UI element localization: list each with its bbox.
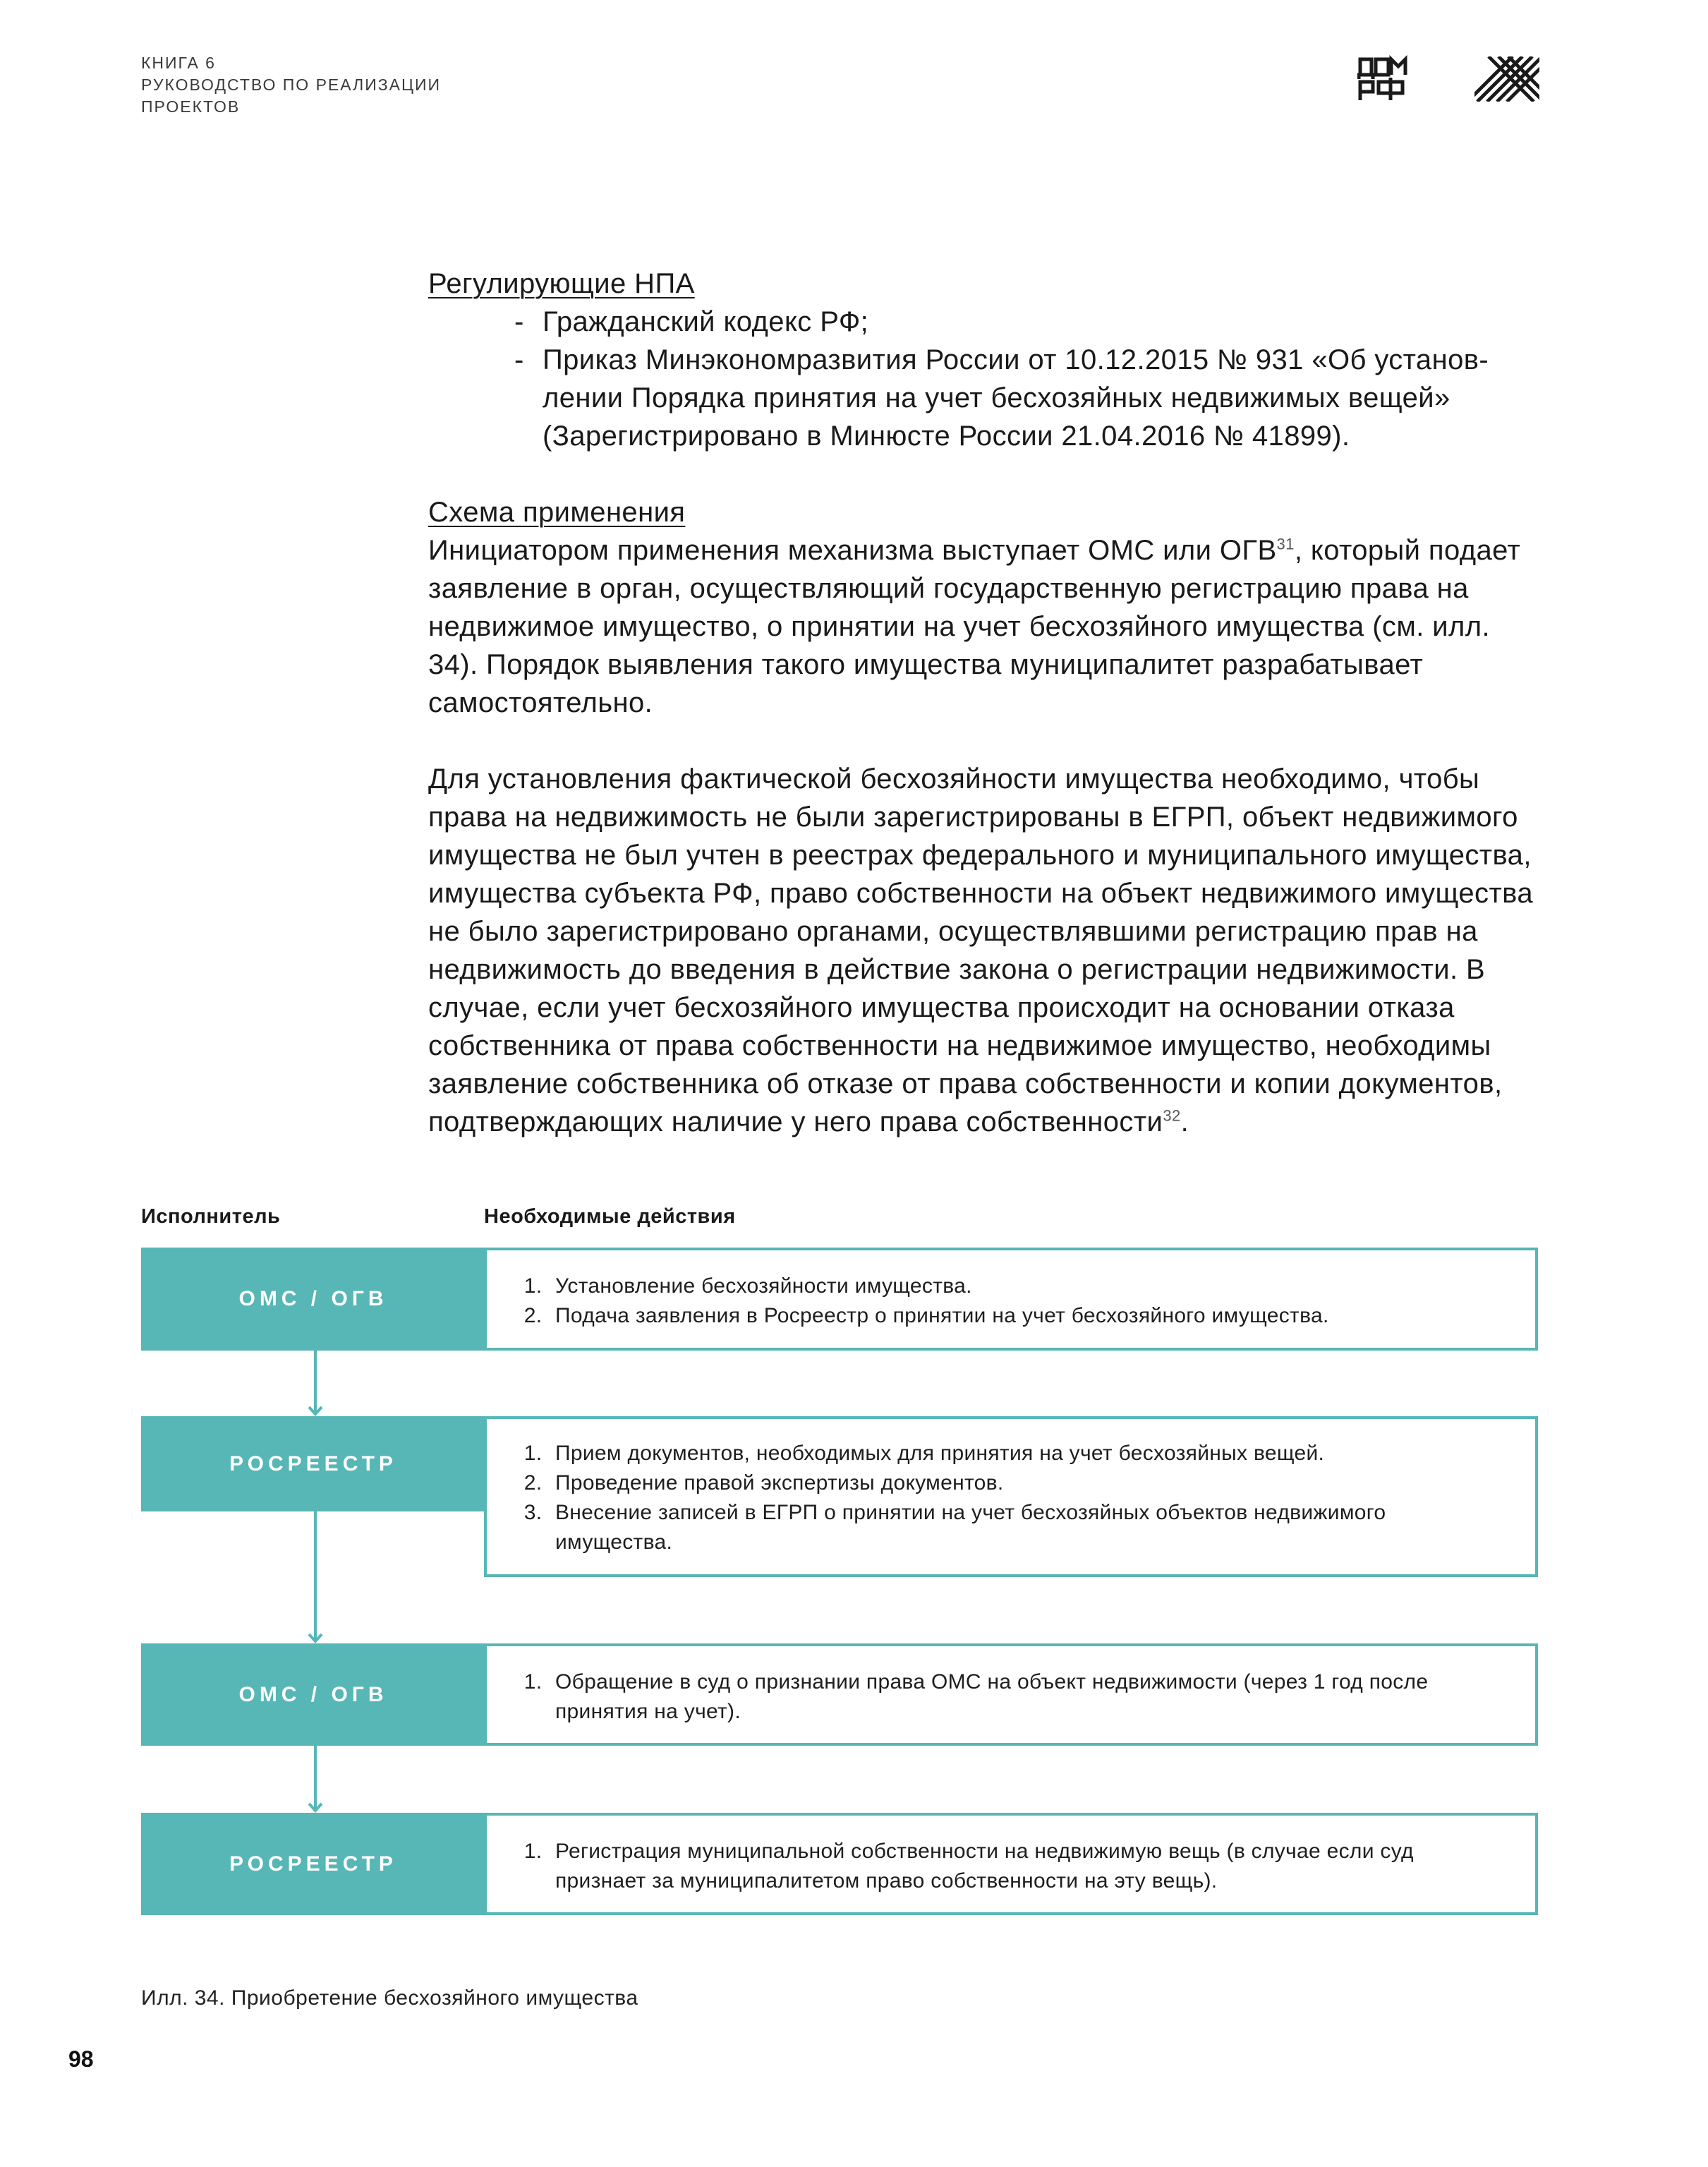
flow-step-3 [141, 1643, 1538, 1746]
para2-text-a: Для установления фактической бесхозяйности имущества необходимо, чтобы права на недвижимость не были зарегистрированы в ЕГРП, объект недвижимого имущества не был учтен в реестрах федерального и муниципального имущества, имущества субъекта РФ, право собственности на объект недвижимого имущества не было зарегистрировано органами, осуществлявшими регистрацию прав на недвижимость до введения в действие закона о регистрации недвижимости. В случае, если учет бесхозяйного имущества происходит на основании отказа собственника от права собственности на недвижимое имущество, необходимы заявление собственника об отказе от права собственности и копии документов, подтверждающих наличие у него права собственности [428, 763, 1534, 1137]
action-item: 1. Установление бесхозяйности имущества. [548, 1272, 1507, 1301]
action-item: 3. Внесение записей в ЕГРП о принятии на учет бесхозяйных объектов недвижимого имущества. [548, 1498, 1507, 1557]
action-item: 2. Подача заявления в Росреестр о принятии на учет бесхозяйного имущества. [548, 1301, 1507, 1331]
actor-box: РОСРЕЕСТР [141, 1416, 485, 1511]
action-item: 1. Обращение в суд о признании права ОМС на объект недвижимости (через 1 год после принятия на учет). [548, 1667, 1507, 1727]
actions-box [484, 1813, 1538, 1915]
para1-text-b: , который подает заявление в орган, осуществляющий государственную регистрацию права на недвижимое имущество, о принятии на учет бесхозяйного имущества (см. илл. 34). Порядок выявления такого имущества муниципалитет разрабатывает самостоятельно. [428, 535, 1521, 718]
action-item: 1. Регистрация муниципальной собственности на недвижимую вещь (в случае если суд признает за муниципалитетом право собственности на эту вещь). [548, 1837, 1507, 1896]
actions-box [484, 1416, 1538, 1577]
section-regulations [428, 265, 1536, 455]
pattern-logo-icon [1474, 56, 1539, 102]
regulation-item: - Приказ Минэкономразвития России от 10.12.2015 № 931 «Об установ-лении Порядка принятия на учет бесхозяйных недвижимых вещей» (Зарегистрировано в Минюсте России 21.04.2016 № 41899). [506, 341, 1536, 455]
flow-step-4 [141, 1813, 1538, 1915]
column-heading-actor: Исполнитель [141, 1205, 281, 1228]
running-header [141, 52, 441, 118]
para2-text-b: . [1180, 1106, 1189, 1137]
actor-box: ОМС / ОГВ [141, 1248, 485, 1351]
header-title-line1: РУКОВОДСТВО ПО РЕАЛИЗАЦИИ [141, 76, 442, 94]
section-scheme-title: Схема применения [428, 497, 686, 528]
section-regulations-title: Регулирующие НПА [428, 268, 695, 299]
page-number: 98 [68, 2046, 94, 2072]
flow-arrow-icon [308, 1511, 323, 1643]
header-title-line2: ПРОЕКТОВ [141, 97, 241, 116]
action-item: 2. Проведение правой экспертизы документов. [548, 1468, 1507, 1498]
dom-rf-logo-icon [1357, 54, 1408, 104]
flow-arrow-icon [308, 1746, 323, 1813]
footnote-ref-32[interactable]: 32 [1163, 1106, 1181, 1125]
column-heading-actions: Необходимые действия [484, 1205, 736, 1228]
section-scheme [428, 493, 1536, 1141]
figure-caption: Илл. 34. Приобретение бесхозяйного имущества [141, 1986, 638, 2010]
flow-arrow-icon [308, 1351, 323, 1416]
header-book: КНИГА 6 [141, 54, 216, 72]
para1-text-a: Инициатором применения механизма выступает ОМС или ОГВ [428, 535, 1277, 566]
actor-box: РОСРЕЕСТР [141, 1813, 485, 1915]
actions-box [484, 1643, 1538, 1746]
actor-box: ОМС / ОГВ [141, 1643, 485, 1746]
flow-step-1 [141, 1248, 1538, 1351]
flow-step-2 [141, 1416, 1538, 1554]
regulation-item: - Гражданский кодекс РФ; [506, 303, 1536, 341]
scheme-paragraph-2 [428, 760, 1536, 1141]
action-item: 1. Прием документов, необходимых для принятия на учет бесхозяйных вещей. [548, 1439, 1507, 1468]
actions-box [484, 1248, 1538, 1351]
footnote-ref-31[interactable]: 31 [1276, 535, 1295, 553]
scheme-paragraph-1 [428, 531, 1536, 722]
regulations-list [428, 303, 1536, 455]
